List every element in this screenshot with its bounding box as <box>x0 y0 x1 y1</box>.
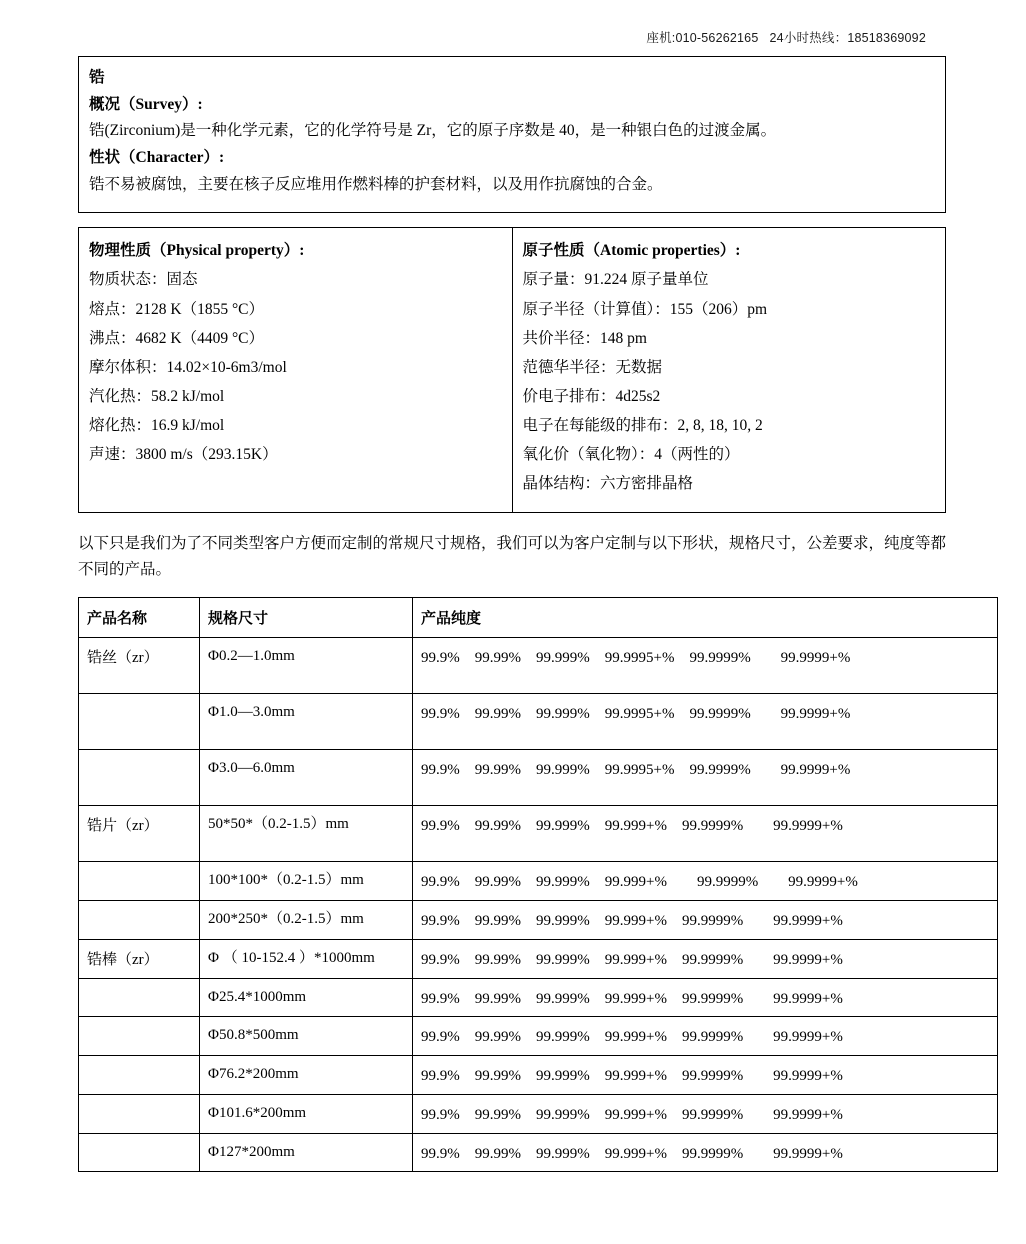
cell-size-spec: Φ76.2*200mm <box>200 1056 413 1095</box>
atomic-line-7: 晶体结构：六方密排晶格 <box>522 475 694 493</box>
cell-product-name <box>79 901 200 940</box>
cell-size-spec: Φ50.8*500mm <box>200 1017 413 1056</box>
table-row <box>79 694 998 750</box>
table-row <box>79 1094 998 1133</box>
physical-heading: 物理性质（Physical property）: <box>89 242 305 260</box>
header-phone: 座机:010-56262165 <box>646 31 759 45</box>
cell-purity: 99.9% 99.99% 99.999% 99.999+% 99.9999% 99.9999+% <box>413 862 998 901</box>
cell-purity: 99.9% 99.99% 99.999% 99.999+% 99.9999% 99.9999+% <box>413 901 998 940</box>
table-header-row <box>79 598 998 638</box>
properties-block <box>78 227 946 513</box>
cell-product-name: 锆棒（zr） <box>79 939 200 978</box>
survey-text: 锆(Zirconium)是一种化学元素，它的化学符号是 Zr，它的原子序数是 40，是一种银白色的过渡金属。 <box>89 122 777 140</box>
cell-purity: 99.9% 99.99% 99.999% 99.9995+% 99.9999% 99.9999+% <box>413 638 998 694</box>
cell-purity: 99.9% 99.99% 99.999% 99.999+% 99.9999% 99.9999+% <box>413 1094 998 1133</box>
physical-line-6: 声速：3800 m/s（293.15K） <box>89 446 278 464</box>
physical-line-1: 熔点：2128 K（1855 °C） <box>89 300 264 318</box>
header-product-name: 产品名称 <box>79 598 200 638</box>
cell-purity: 99.9% 99.99% 99.999% 99.999+% 99.9999% 99.9999+% <box>413 806 998 862</box>
cell-size-spec: 50*50*（0.2-1.5）mm <box>200 806 413 862</box>
physical-line-4: 汽化热：58.2 kJ/mol <box>89 387 225 405</box>
atomic-line-4: 价电子排布：4d25s2 <box>522 387 661 405</box>
table-row <box>79 939 998 978</box>
element-title: 锆 <box>89 69 105 86</box>
table-row <box>79 750 998 806</box>
cell-purity: 99.9% 99.99% 99.999% 99.999+% 99.9999% 99.9999+% <box>413 939 998 978</box>
physical-properties-cell <box>79 228 513 513</box>
cell-product-name: 锆片（zr） <box>79 806 200 862</box>
cell-product-name <box>79 1133 200 1172</box>
table-row <box>79 806 998 862</box>
character-heading: 性状（Character）: <box>89 148 225 166</box>
cell-size-spec: Φ （ 10-152.4 ）*1000mm <box>200 939 413 978</box>
header-hotline: 24小时热线：18518369092 <box>769 31 926 45</box>
document-body <box>78 56 946 1172</box>
products-table-body <box>79 638 998 1172</box>
atomic-line-0: 原子量：91.224 原子量单位 <box>522 271 709 289</box>
header-contact <box>0 0 1026 56</box>
atomic-line-6: 氧化价（氧化物）：4（两性的） <box>522 446 740 464</box>
table-row <box>79 638 998 694</box>
cell-product-name <box>79 1056 200 1095</box>
cell-size-spec: 200*250*（0.2-1.5）mm <box>200 901 413 940</box>
cell-purity: 99.9% 99.99% 99.999% 99.999+% 99.9999% 99.9999+% <box>413 1017 998 1056</box>
physical-line-3: 摩尔体积：14.02×10-6m3/mol <box>89 358 287 376</box>
table-row <box>79 1017 998 1056</box>
table-row <box>79 978 998 1017</box>
character-text: 锆不易被腐蚀，主要在核子反应堆用作燃料棒的护套材料，以及用作抗腐蚀的合金。 <box>89 175 663 193</box>
survey-heading: 概况（Survey）: <box>89 95 203 113</box>
cell-purity: 99.9% 99.99% 99.999% 99.999+% 99.9999% 99.9999+% <box>413 1056 998 1095</box>
cell-size-spec: Φ0.2—1.0mm <box>200 638 413 694</box>
table-row <box>79 1133 998 1172</box>
cell-purity: 99.9% 99.99% 99.999% 99.9995+% 99.9999% 99.9999+% <box>413 750 998 806</box>
cell-product-name <box>79 750 200 806</box>
table-row <box>79 862 998 901</box>
table-row <box>79 1056 998 1095</box>
cell-size-spec: 100*100*（0.2-1.5）mm <box>200 862 413 901</box>
cell-product-name <box>79 1094 200 1133</box>
table-row <box>79 901 998 940</box>
atomic-properties-cell <box>512 228 946 513</box>
atomic-line-2: 共价半径：148 pm <box>522 329 647 347</box>
cell-size-spec: Φ1.0—3.0mm <box>200 694 413 750</box>
atomic-line-5: 电子在每能级的排布：2, 8, 18, 10, 2 <box>522 417 763 435</box>
cell-product-name <box>79 1017 200 1056</box>
cell-size-spec: Φ127*200mm <box>200 1133 413 1172</box>
cell-purity: 99.9% 99.99% 99.999% 99.9995+% 99.9999% 99.9999+% <box>413 694 998 750</box>
cell-size-spec: Φ25.4*1000mm <box>200 978 413 1017</box>
header-purity: 产品纯度 <box>413 598 998 638</box>
atomic-line-1: 原子半径（计算值）：155（206）pm <box>522 300 768 318</box>
products-table <box>78 597 998 1172</box>
physical-line-0: 物质状态：固态 <box>89 271 198 289</box>
cell-size-spec: Φ3.0—6.0mm <box>200 750 413 806</box>
physical-line-5: 熔化热：16.9 kJ/mol <box>89 417 225 435</box>
cell-product-name <box>79 978 200 1017</box>
atomic-line-3: 范德华半径：无数据 <box>522 358 663 376</box>
intro-cell <box>79 57 946 213</box>
customization-note: 以下只是我们为了不同类型客户方便而定制的常规尺寸规格，我们可以为客户定制与以下形状，规格尺寸，公差要求，纯度等都不同的产品。 <box>78 535 947 579</box>
cell-product-name <box>79 862 200 901</box>
cell-purity: 99.9% 99.99% 99.999% 99.999+% 99.9999% 99.9999+% <box>413 1133 998 1172</box>
intro-block <box>78 56 946 213</box>
cell-product-name <box>79 694 200 750</box>
physical-line-2: 沸点：4682 K（4409 °C） <box>89 329 264 347</box>
atomic-heading: 原子性质（Atomic properties）: <box>522 242 741 260</box>
cell-size-spec: Φ101.6*200mm <box>200 1094 413 1133</box>
cell-purity: 99.9% 99.99% 99.999% 99.999+% 99.9999% 99.9999+% <box>413 978 998 1017</box>
header-size-spec: 规格尺寸 <box>200 598 413 638</box>
cell-product-name: 锆丝（zr） <box>79 638 200 694</box>
